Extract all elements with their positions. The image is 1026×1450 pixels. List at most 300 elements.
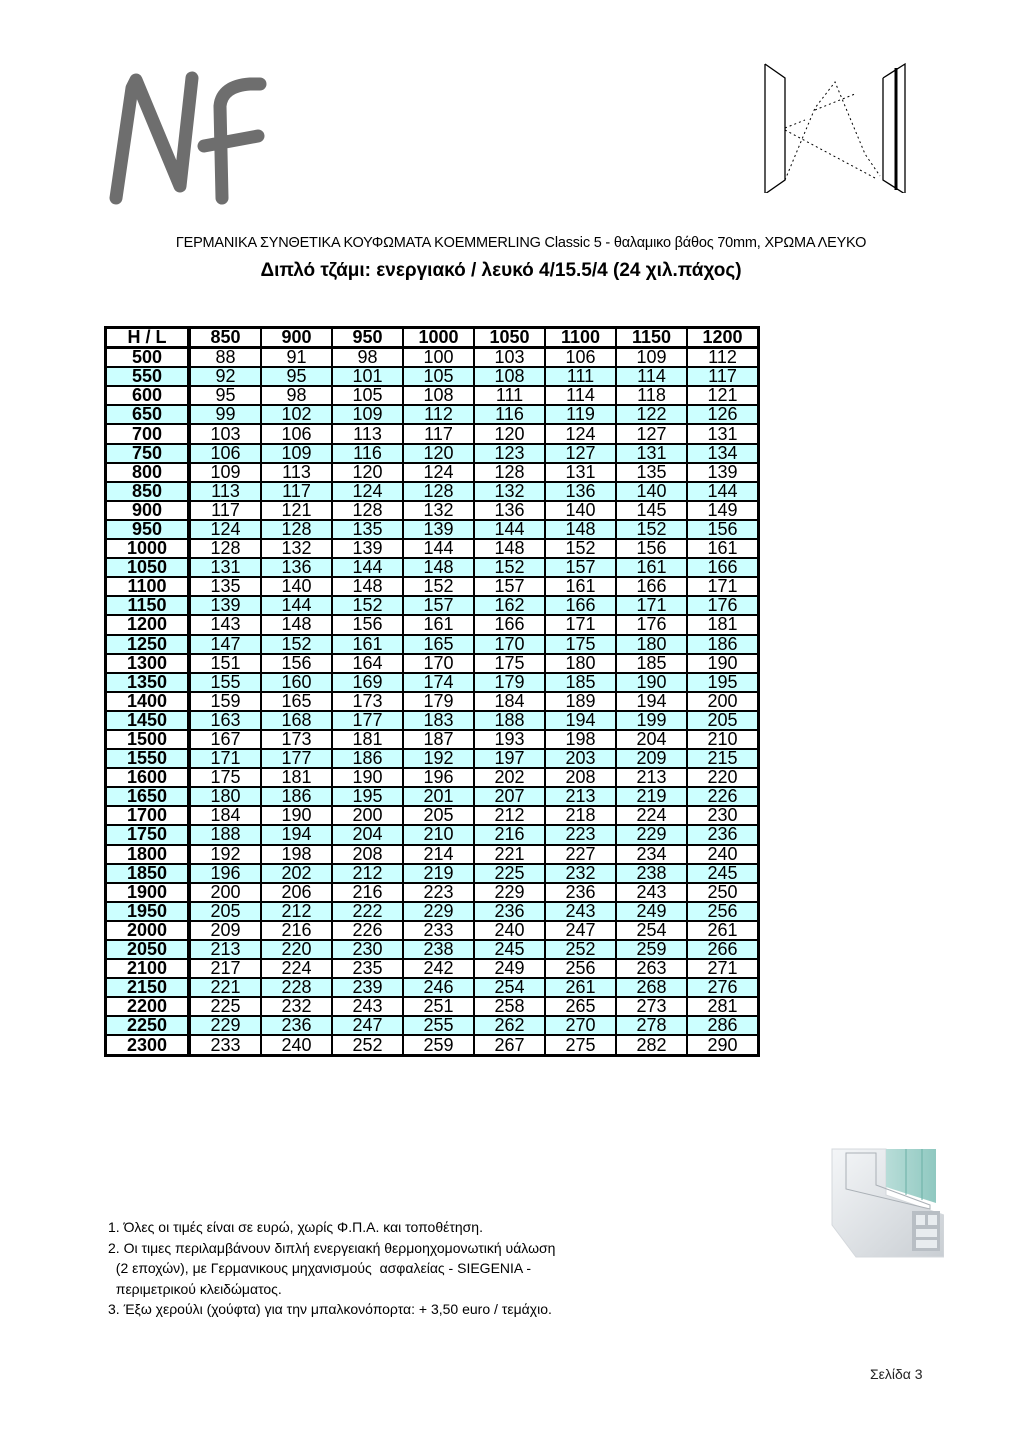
- row-header-height: 600: [106, 386, 190, 405]
- price-cell: 117: [189, 501, 261, 520]
- logo-letter-n: [116, 78, 192, 198]
- price-cell: 156: [261, 654, 332, 673]
- table-row: [106, 444, 759, 463]
- row-header-height: 2250: [106, 1016, 190, 1035]
- row-header-height: 1500: [106, 730, 190, 749]
- price-cell: 224: [261, 959, 332, 978]
- row-header-height: 1750: [106, 825, 190, 844]
- price-table: [104, 326, 760, 1057]
- price-cell: 196: [189, 864, 261, 883]
- price-cell: 101: [332, 367, 403, 386]
- footnote-line: 1. Όλες οι τιμές είναι σε ευρώ, χωρίς Φ.Π.Α. και τοποθέτηση.: [108, 1219, 483, 1235]
- price-cell: 136: [545, 482, 616, 501]
- price-cell: 183: [403, 711, 474, 730]
- price-cell: 190: [261, 806, 332, 825]
- price-cell: 282: [616, 1035, 687, 1055]
- price-cell: 171: [616, 596, 687, 615]
- row-header-height: 2100: [106, 959, 190, 978]
- price-cell: 180: [545, 654, 616, 673]
- price-cell: 111: [545, 367, 616, 386]
- price-cell: 247: [545, 921, 616, 940]
- price-cell: 230: [332, 940, 403, 959]
- price-cell: 238: [616, 864, 687, 883]
- nf-logo: [100, 68, 270, 208]
- price-cell: 207: [474, 787, 545, 806]
- price-cell: 216: [261, 921, 332, 940]
- price-cell: 108: [474, 367, 545, 386]
- price-cell: 139: [332, 539, 403, 558]
- price-cell: 121: [261, 501, 332, 520]
- table-row: [106, 424, 759, 443]
- price-cell: 122: [616, 405, 687, 424]
- price-cell: 113: [332, 424, 403, 443]
- price-cell: 100: [403, 348, 474, 368]
- table-row: [106, 673, 759, 692]
- table-row: [106, 1035, 759, 1055]
- row-header-height: 2050: [106, 940, 190, 959]
- price-cell: 212: [474, 806, 545, 825]
- price-cell: 109: [261, 444, 332, 463]
- price-cell: 144: [403, 539, 474, 558]
- price-cell: 134: [687, 444, 759, 463]
- product-title: [0, 235, 1026, 251]
- price-cell: 201: [403, 787, 474, 806]
- price-cell: 157: [545, 558, 616, 577]
- price-cell: 161: [616, 558, 687, 577]
- price-cell: 113: [261, 463, 332, 482]
- price-cell: 113: [189, 482, 261, 501]
- price-cell: 217: [189, 959, 261, 978]
- table-row: [106, 806, 759, 825]
- price-cell: 174: [403, 673, 474, 692]
- price-cell: 166: [474, 615, 545, 634]
- table-row: [106, 768, 759, 787]
- price-cell: 170: [474, 635, 545, 654]
- price-cell: 167: [189, 730, 261, 749]
- price-cell: 233: [403, 921, 474, 940]
- price-cell: 220: [687, 768, 759, 787]
- price-cell: 226: [332, 921, 403, 940]
- price-cell: 162: [474, 596, 545, 615]
- price-cell: 209: [616, 749, 687, 768]
- price-cell: 235: [332, 959, 403, 978]
- column-header: 1150: [616, 328, 687, 348]
- price-cell: 177: [332, 711, 403, 730]
- price-cell: 131: [189, 558, 261, 577]
- price-cell: 117: [403, 424, 474, 443]
- footnotes: [108, 1217, 555, 1320]
- row-header-height: 750: [106, 444, 190, 463]
- row-header-height: 2200: [106, 997, 190, 1016]
- price-cell: 206: [261, 883, 332, 902]
- price-cell: 156: [616, 539, 687, 558]
- table-row: [106, 921, 759, 940]
- price-cell: 213: [616, 768, 687, 787]
- table-row: [106, 615, 759, 634]
- price-cell: 188: [189, 825, 261, 844]
- table-row: [106, 730, 759, 749]
- price-cell: 210: [403, 825, 474, 844]
- price-cell: 128: [261, 520, 332, 539]
- price-cell: 223: [403, 883, 474, 902]
- price-cell: 205: [189, 902, 261, 921]
- price-cell: 152: [616, 520, 687, 539]
- logo-letter-f: [204, 84, 260, 198]
- price-cell: 149: [687, 501, 759, 520]
- price-cell: 139: [687, 463, 759, 482]
- price-cell: 226: [687, 787, 759, 806]
- column-header: 950: [332, 328, 403, 348]
- row-header-height: 1900: [106, 883, 190, 902]
- price-cell: 177: [261, 749, 332, 768]
- price-cell: 225: [189, 997, 261, 1016]
- price-cell: 135: [189, 577, 261, 596]
- price-cell: 193: [474, 730, 545, 749]
- row-header-height: 650: [106, 405, 190, 424]
- price-cell: 108: [403, 386, 474, 405]
- row-header-height: 1600: [106, 768, 190, 787]
- price-cell: 179: [403, 692, 474, 711]
- price-cell: 204: [616, 730, 687, 749]
- price-cell: 246: [403, 978, 474, 997]
- price-cell: 169: [332, 673, 403, 692]
- price-cell: 229: [189, 1016, 261, 1035]
- price-cell: 112: [687, 348, 759, 368]
- price-cell: 192: [189, 845, 261, 864]
- price-cell: 189: [545, 692, 616, 711]
- price-cell: 261: [545, 978, 616, 997]
- price-cell: 109: [332, 405, 403, 424]
- price-cell: 245: [474, 940, 545, 959]
- price-cell: 144: [474, 520, 545, 539]
- price-cell: 199: [616, 711, 687, 730]
- price-cell: 91: [261, 348, 332, 368]
- price-cell: 194: [545, 711, 616, 730]
- price-cell: 132: [261, 539, 332, 558]
- row-header-height: 1350: [106, 673, 190, 692]
- price-cell: 128: [189, 539, 261, 558]
- price-cell: 240: [687, 845, 759, 864]
- price-cell: 236: [261, 1016, 332, 1035]
- price-cell: 135: [616, 463, 687, 482]
- price-cell: 273: [616, 997, 687, 1016]
- price-cell: 148: [332, 577, 403, 596]
- price-cell: 124: [403, 463, 474, 482]
- row-header-height: 900: [106, 501, 190, 520]
- price-cell: 176: [687, 596, 759, 615]
- price-cell: 175: [474, 654, 545, 673]
- row-header-height: 2150: [106, 978, 190, 997]
- price-cell: 131: [616, 444, 687, 463]
- table-row: [106, 577, 759, 596]
- price-cell: 165: [261, 692, 332, 711]
- price-cell: 132: [474, 482, 545, 501]
- price-cell: 148: [545, 520, 616, 539]
- price-cell: 261: [687, 921, 759, 940]
- table-row: [106, 845, 759, 864]
- price-cell: 216: [474, 825, 545, 844]
- price-cell: 124: [332, 482, 403, 501]
- price-cell: 114: [545, 386, 616, 405]
- table-row: [106, 940, 759, 959]
- row-header-height: 950: [106, 520, 190, 539]
- price-cell: 259: [616, 940, 687, 959]
- table-row: [106, 596, 759, 615]
- table-row: [106, 520, 759, 539]
- price-cell: 213: [545, 787, 616, 806]
- price-cell: 144: [687, 482, 759, 501]
- price-cell: 190: [332, 768, 403, 787]
- table-row: [106, 405, 759, 424]
- price-cell: 147: [189, 635, 261, 654]
- price-cell: 270: [545, 1016, 616, 1035]
- price-cell: 164: [332, 654, 403, 673]
- table-row: [106, 711, 759, 730]
- price-cell: 290: [687, 1035, 759, 1055]
- row-header-height: 1050: [106, 558, 190, 577]
- price-cell: 236: [474, 902, 545, 921]
- price-cell: 236: [545, 883, 616, 902]
- price-cell: 240: [261, 1035, 332, 1055]
- price-cell: 148: [403, 558, 474, 577]
- price-cell: 140: [616, 482, 687, 501]
- price-cell: 111: [474, 386, 545, 405]
- price-cell: 227: [545, 845, 616, 864]
- price-cell: 161: [687, 539, 759, 558]
- row-header-height: 800: [106, 463, 190, 482]
- price-cell: 254: [474, 978, 545, 997]
- row-header-height: 1200: [106, 615, 190, 634]
- footnote-line: περιμετρικού κλειδώματος.: [108, 1280, 282, 1297]
- price-cell: 161: [332, 635, 403, 654]
- price-cell: 157: [474, 577, 545, 596]
- price-cell: 145: [616, 501, 687, 520]
- price-cell: 240: [474, 921, 545, 940]
- price-cell: 180: [189, 787, 261, 806]
- price-cell: 95: [261, 367, 332, 386]
- price-cell: 88: [189, 348, 261, 368]
- price-cell: 181: [687, 615, 759, 634]
- price-cell: 239: [332, 978, 403, 997]
- price-cell: 143: [189, 615, 261, 634]
- price-cell: 131: [687, 424, 759, 443]
- price-cell: 156: [687, 520, 759, 539]
- price-cell: 249: [474, 959, 545, 978]
- price-cell: 209: [189, 921, 261, 940]
- price-cell: 242: [403, 959, 474, 978]
- price-cell: 214: [403, 845, 474, 864]
- price-cell: 160: [261, 673, 332, 692]
- page-number: Σελίδα 3: [870, 1366, 923, 1382]
- price-cell: 203: [545, 749, 616, 768]
- price-cell: 205: [403, 806, 474, 825]
- price-cell: 205: [687, 711, 759, 730]
- price-cell: 170: [403, 654, 474, 673]
- price-cell: 278: [616, 1016, 687, 1035]
- price-cell: 116: [474, 405, 545, 424]
- row-header-height: 2000: [106, 921, 190, 940]
- price-cell: 136: [474, 501, 545, 520]
- price-cell: 286: [687, 1016, 759, 1035]
- price-cell: 184: [474, 692, 545, 711]
- price-cell: 194: [261, 825, 332, 844]
- column-header: 1200: [687, 328, 759, 348]
- price-cell: 98: [332, 348, 403, 368]
- row-header-height: 500: [106, 348, 190, 368]
- price-cell: 181: [261, 768, 332, 787]
- table-row: [106, 482, 759, 501]
- column-header: 1100: [545, 328, 616, 348]
- price-cell: 103: [189, 424, 261, 443]
- price-cell: 127: [616, 424, 687, 443]
- row-header-height: 1000: [106, 539, 190, 558]
- price-cell: 152: [332, 596, 403, 615]
- row-header-height: 700: [106, 424, 190, 443]
- price-cell: 148: [261, 615, 332, 634]
- price-cell: 254: [616, 921, 687, 940]
- price-cell: 127: [545, 444, 616, 463]
- price-cell: 103: [474, 348, 545, 368]
- price-cell: 245: [687, 864, 759, 883]
- price-cell: 128: [332, 501, 403, 520]
- table-row: [106, 883, 759, 902]
- price-cell: 102: [261, 405, 332, 424]
- price-cell: 190: [616, 673, 687, 692]
- row-header-height: 2300: [106, 1035, 190, 1055]
- price-cell: 181: [332, 730, 403, 749]
- price-cell: 126: [687, 405, 759, 424]
- price-cell: 151: [189, 654, 261, 673]
- footnote-line: (2 εποχών), με Γερμανικους μηχανισμούς ασφαλείας - SIEGENIA -: [108, 1260, 532, 1276]
- price-cell: 222: [332, 902, 403, 921]
- price-cell: 171: [687, 577, 759, 596]
- price-cell: 212: [261, 902, 332, 921]
- price-cell: 223: [545, 825, 616, 844]
- price-cell: 267: [474, 1035, 545, 1055]
- price-cell: 263: [616, 959, 687, 978]
- table-row: [106, 959, 759, 978]
- price-cell: 224: [616, 806, 687, 825]
- price-cell: 114: [616, 367, 687, 386]
- price-cell: 120: [332, 463, 403, 482]
- table-row: [106, 539, 759, 558]
- price-cell: 124: [545, 424, 616, 443]
- price-cell: 185: [545, 673, 616, 692]
- open-window-icon: [755, 58, 915, 193]
- price-cell: 144: [261, 596, 332, 615]
- price-cell: 163: [189, 711, 261, 730]
- product-title-text: ΓΕΡΜΑΝΙΚΑ ΣΥΝΘΕΤΙΚΑ ΚΟΥΦΩΜΑΤΑ KOEMMERLING Classic 5 - θαλαμικο βάθος 70mm, ΧΡΩΜΑ ΛΕΥΚΟ: [175, 235, 867, 251]
- glazing-subtitle-text: Διπλό τζάμι: ενεργιακό / λευκό 4/15.5/4 (24 χιλ.πάχος): [260, 260, 742, 281]
- price-cell: 232: [545, 864, 616, 883]
- table-row: [106, 1016, 759, 1035]
- footnote-line: 3. Έξω χερούλι (χούφτα) για την μπαλκονόπορτα: + 3,50 euro / τεμάχιο.: [108, 1301, 552, 1317]
- price-cell: 117: [261, 482, 332, 501]
- price-cell: 148: [474, 539, 545, 558]
- price-cell: 247: [332, 1016, 403, 1035]
- price-cell: 276: [687, 978, 759, 997]
- price-cell: 243: [332, 997, 403, 1016]
- price-cell: 116: [332, 444, 403, 463]
- price-cell: 161: [545, 577, 616, 596]
- price-cell: 256: [545, 959, 616, 978]
- price-cell: 128: [403, 482, 474, 501]
- price-cell: 157: [403, 596, 474, 615]
- row-header-height: 850: [106, 482, 190, 501]
- price-cell: 252: [332, 1035, 403, 1055]
- price-cell: 165: [403, 635, 474, 654]
- column-header: 1050: [474, 328, 545, 348]
- price-cell: 152: [261, 635, 332, 654]
- price-cell: 171: [189, 749, 261, 768]
- price-cell: 171: [545, 615, 616, 634]
- price-cell: 166: [687, 558, 759, 577]
- price-cell: 249: [616, 902, 687, 921]
- price-cell: 135: [332, 520, 403, 539]
- price-cell: 204: [332, 825, 403, 844]
- price-cell: 200: [687, 692, 759, 711]
- price-cell: 194: [616, 692, 687, 711]
- price-cell: 173: [261, 730, 332, 749]
- price-cell: 159: [189, 692, 261, 711]
- price-cell: 139: [189, 596, 261, 615]
- price-cell: 200: [189, 883, 261, 902]
- price-cell: 95: [189, 386, 261, 405]
- price-cell: 106: [261, 424, 332, 443]
- price-cell: 109: [616, 348, 687, 368]
- price-cell: 221: [189, 978, 261, 997]
- price-cell: 106: [545, 348, 616, 368]
- row-header-height: 1450: [106, 711, 190, 730]
- price-cell: 208: [545, 768, 616, 787]
- price-cell: 212: [332, 864, 403, 883]
- price-cell: 218: [545, 806, 616, 825]
- price-cell: 166: [616, 577, 687, 596]
- price-cell: 121: [687, 386, 759, 405]
- price-cell: 238: [403, 940, 474, 959]
- price-cell: 255: [403, 1016, 474, 1035]
- price-cell: 198: [261, 845, 332, 864]
- price-cell: 186: [687, 635, 759, 654]
- price-cell: 188: [474, 711, 545, 730]
- price-cell: 140: [545, 501, 616, 520]
- footnote-line: 2. Οι τιμες περιλαμβάνουν διπλή ενεργειακή θερμοηχομονωτική υάλωση: [108, 1239, 556, 1256]
- price-cell: 259: [403, 1035, 474, 1055]
- price-cell: 196: [403, 768, 474, 787]
- price-cell: 262: [474, 1016, 545, 1035]
- price-cell: 195: [687, 673, 759, 692]
- row-header-height: 1550: [106, 749, 190, 768]
- price-cell: 185: [616, 654, 687, 673]
- price-cell: 186: [261, 787, 332, 806]
- price-cell: 119: [545, 405, 616, 424]
- price-cell: 152: [545, 539, 616, 558]
- price-cell: 233: [189, 1035, 261, 1055]
- price-cell: 219: [616, 787, 687, 806]
- price-cell: 109: [189, 463, 261, 482]
- price-cell: 219: [403, 864, 474, 883]
- row-header-height: 1100: [106, 577, 190, 596]
- column-header: 850: [189, 328, 261, 348]
- price-cell: 120: [403, 444, 474, 463]
- price-cell: 131: [545, 463, 616, 482]
- price-cell: 186: [332, 749, 403, 768]
- price-cell: 213: [189, 940, 261, 959]
- price-cell: 202: [261, 864, 332, 883]
- price-cell: 161: [403, 615, 474, 634]
- price-cell: 175: [545, 635, 616, 654]
- price-cell: 168: [261, 711, 332, 730]
